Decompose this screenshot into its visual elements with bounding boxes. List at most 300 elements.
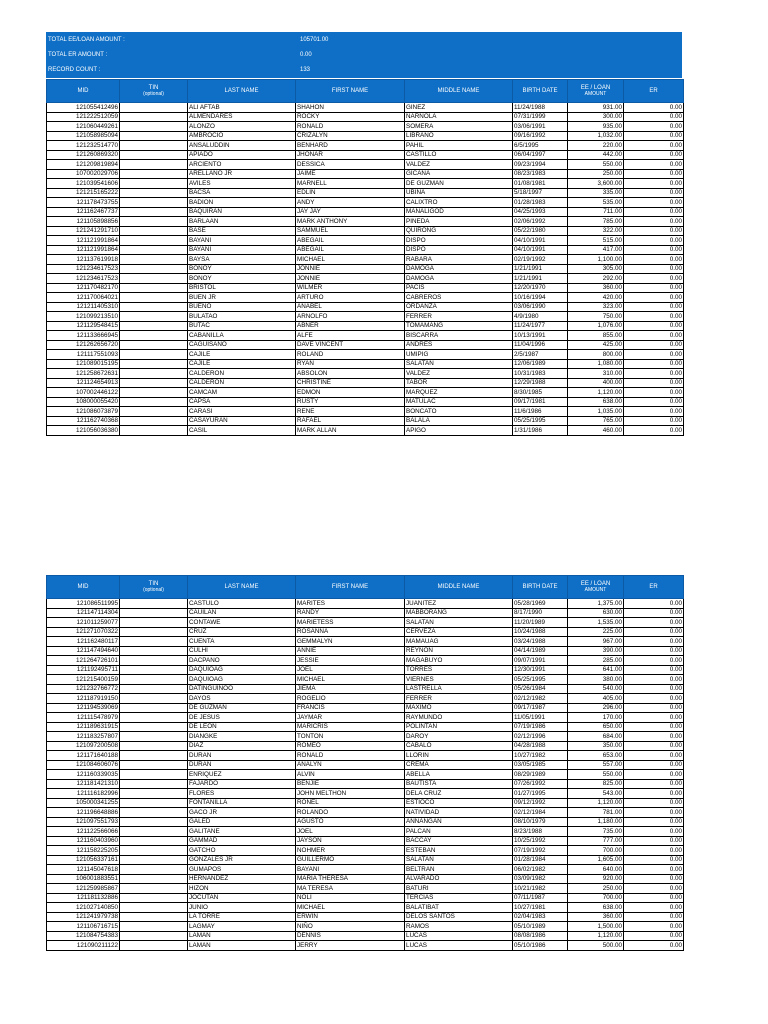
mid-cell: 121160403960 <box>47 836 120 846</box>
middle-name-cell: SALATAN <box>405 359 513 369</box>
tin-cell <box>120 884 188 894</box>
tin-cell <box>120 236 188 246</box>
middle-name-cell: DE GUZMAN <box>405 179 513 189</box>
birth-date-cell: 1/31/1986 <box>513 426 568 436</box>
birth-date-cell: 01/27/1995 <box>513 789 568 799</box>
ee-loan-cell: 1,180.00 <box>568 817 624 827</box>
middle-name-cell: UMIPIG <box>405 350 513 360</box>
tin-cell <box>120 903 188 913</box>
birth-date-cell: 10/27/1982 <box>513 751 568 761</box>
birth-date-cell: 08/23/1983 <box>513 169 568 179</box>
birth-date-cell: 05/28/1969 <box>513 599 568 609</box>
tin-cell <box>120 912 188 922</box>
er-cell: 0.00 <box>624 131 684 141</box>
mid-cell: 121105898856 <box>47 217 120 227</box>
last-name-cell: DURAN <box>188 760 296 770</box>
middle-name-cell: VALDEZ <box>405 369 513 379</box>
last-name-cell: ARELLANO JR <box>188 169 296 179</box>
table-row <box>47 798 684 808</box>
last-name-cell: JOCUTAN <box>188 893 296 903</box>
tin-cell <box>120 618 188 628</box>
ee-loan-cell: 1,076.00 <box>568 321 624 331</box>
middle-name-cell: BISCARRA <box>405 331 513 341</box>
middle-name-cell: PAHIL <box>405 141 513 151</box>
er-cell: 0.00 <box>624 312 684 322</box>
last-name-cell: CULHI <box>188 646 296 656</box>
table-row <box>47 103 684 113</box>
mid-cell: 121171640188 <box>47 751 120 761</box>
table-row <box>47 618 684 628</box>
birth-date-cell: 05/10/1986 <box>513 941 568 951</box>
last-name-cell: BASE <box>188 226 296 236</box>
table-row <box>47 236 684 246</box>
table-row <box>47 407 684 417</box>
birth-date-cell: 03/24/1988 <box>513 637 568 647</box>
table-row <box>47 416 684 426</box>
middle-name-cell: VIERNES <box>405 675 513 685</box>
table-row <box>47 903 684 913</box>
total-er-row <box>46 49 682 61</box>
birth-date-cell: 10/16/1994 <box>513 293 568 303</box>
ee-loan-cell: 225.00 <box>568 627 624 637</box>
ee-loan-cell: 920.00 <box>568 874 624 884</box>
ee-loan-cell: 653.00 <box>568 751 624 761</box>
mid-cell: 121117551093 <box>47 350 120 360</box>
header-last-name: LAST NAME <box>188 576 296 599</box>
er-cell: 0.00 <box>624 808 684 818</box>
tin-cell <box>120 865 188 875</box>
birth-date-cell: 11/6/1986 <box>513 407 568 417</box>
table-row <box>47 378 684 388</box>
ee-loan-cell: 711.00 <box>568 207 624 217</box>
first-name-cell: JOEL <box>296 827 405 837</box>
er-cell: 0.00 <box>624 122 684 132</box>
er-cell: 0.00 <box>624 103 684 113</box>
middle-name-cell: NARNOLA <box>405 112 513 122</box>
er-cell: 0.00 <box>624 369 684 379</box>
tin-cell <box>120 407 188 417</box>
middle-name-cell: ANDRES <box>405 340 513 350</box>
mid-cell: 121039541606 <box>47 179 120 189</box>
er-cell: 0.00 <box>624 941 684 951</box>
last-name-cell: GALITANE <box>188 827 296 837</box>
last-name-cell: GALED <box>188 817 296 827</box>
tin-cell <box>120 369 188 379</box>
first-name-cell: ANABEL <box>296 302 405 312</box>
er-cell: 0.00 <box>624 416 684 426</box>
tin-cell <box>120 312 188 322</box>
ee-loan-cell: 557.00 <box>568 760 624 770</box>
birth-date-cell: 2/5/1987 <box>513 350 568 360</box>
birth-date-cell: 07/19/1986 <box>513 722 568 732</box>
middle-name-cell: TERCIAS <box>405 893 513 903</box>
first-name-cell: DESSICA <box>296 160 405 170</box>
mid-cell: 121115478979 <box>47 713 120 723</box>
total-ee-label: TOTAL EE/LOAN AMOUNT : <box>48 37 125 43</box>
header-first-name: FIRST NAME <box>296 80 405 103</box>
birth-date-cell: 02/12/1982 <box>513 694 568 704</box>
tin-cell <box>120 150 188 160</box>
table-row <box>47 397 684 407</box>
middle-name-cell: DAMOGA <box>405 274 513 284</box>
table-row <box>47 198 684 208</box>
birth-date-cell: 03/09/1982 <box>513 874 568 884</box>
table-row <box>47 131 684 141</box>
tin-cell <box>120 599 188 609</box>
ee-loan-cell: 638.00 <box>568 903 624 913</box>
birth-date-cell: 1/21/1991 <box>513 264 568 274</box>
table-row <box>47 675 684 685</box>
middle-name-cell: CERVEZA <box>405 627 513 637</box>
table-row <box>47 646 684 656</box>
mid-cell: 121106716715 <box>47 922 120 932</box>
tin-cell <box>120 836 188 846</box>
total-er-value: 0.00 <box>300 52 312 58</box>
tin-cell <box>120 893 188 903</box>
ee-loan-cell: 535.00 <box>568 198 624 208</box>
birth-date-cell: 11/24/1977 <box>513 321 568 331</box>
table-row <box>47 160 684 170</box>
tin-cell <box>120 751 188 761</box>
mid-cell: 121162480117 <box>47 637 120 647</box>
tin-cell <box>120 694 188 704</box>
er-cell: 0.00 <box>624 599 684 609</box>
mid-cell: 121137619918 <box>47 255 120 265</box>
birth-date-cell: 09/07/1991 <box>513 656 568 666</box>
first-name-cell: TONTON <box>296 732 405 742</box>
first-name-cell: SHAHON <box>296 103 405 113</box>
last-name-cell: BONOY <box>188 274 296 284</box>
total-er-label: TOTAL ER AMOUNT : <box>48 52 108 58</box>
ee-loan-cell: 641.00 <box>568 665 624 675</box>
first-name-cell: ROLAND <box>296 350 405 360</box>
middle-name-cell: DISPO <box>405 245 513 255</box>
table-row <box>47 741 684 751</box>
table-row <box>47 922 684 932</box>
last-name-cell: DE GUZMAN <box>188 703 296 713</box>
mid-cell: 121011259077 <box>47 618 120 628</box>
header-tin-sub: (optional) <box>143 91 164 97</box>
mid-cell: 121129548415 <box>47 321 120 331</box>
first-name-cell: DENNIS <box>296 931 405 941</box>
mid-cell: 121170482170 <box>47 283 120 293</box>
er-cell: 0.00 <box>624 407 684 417</box>
mid-cell: 121241979738 <box>47 912 120 922</box>
mid-cell: 121264726101 <box>47 656 120 666</box>
first-name-cell: RYAN <box>296 359 405 369</box>
tin-cell <box>120 331 188 341</box>
table-row <box>47 283 684 293</box>
tin-cell <box>120 941 188 951</box>
birth-date-cell: 04/10/1991 <box>513 236 568 246</box>
er-cell: 0.00 <box>624 302 684 312</box>
table-row <box>47 207 684 217</box>
ee-loan-cell: 1,120.00 <box>568 798 624 808</box>
tin-cell <box>120 817 188 827</box>
tin-cell <box>120 141 188 151</box>
ee-loan-cell: 1,100.00 <box>568 255 624 265</box>
er-cell: 0.00 <box>624 350 684 360</box>
mid-cell: 121162740368 <box>47 416 120 426</box>
birth-date-cell: 04/10/1991 <box>513 245 568 255</box>
last-name-cell: DAQUIOAG <box>188 675 296 685</box>
header-ee-loan <box>568 576 624 599</box>
er-cell: 0.00 <box>624 713 684 723</box>
er-cell: 0.00 <box>624 656 684 666</box>
birth-date-cell: 05/25/1995 <box>513 416 568 426</box>
middle-name-cell: ESTEBAN <box>405 846 513 856</box>
tin-cell <box>120 789 188 799</box>
table-row <box>47 637 684 647</box>
table-row <box>47 846 684 856</box>
middle-name-cell: LUCAS <box>405 931 513 941</box>
middle-name-cell: BACCAY <box>405 836 513 846</box>
mid-cell: 121232514770 <box>47 141 120 151</box>
mid-cell: 121262656720 <box>47 340 120 350</box>
tin-cell <box>120 627 188 637</box>
first-name-cell: MICHAEL <box>296 255 405 265</box>
birth-date-cell: 1/21/1991 <box>513 274 568 284</box>
er-cell: 0.00 <box>624 732 684 742</box>
first-name-cell: ROLANDO <box>296 808 405 818</box>
birth-date-cell: 11/24/1988 <box>513 103 568 113</box>
tin-cell <box>120 283 188 293</box>
first-name-cell: ANNIE <box>296 646 405 656</box>
ee-loan-cell: 777.00 <box>568 836 624 846</box>
last-name-cell: LAMAN <box>188 941 296 951</box>
first-name-cell: MARK ANTHONY <box>296 217 405 227</box>
er-cell: 0.00 <box>624 789 684 799</box>
er-cell: 0.00 <box>624 388 684 398</box>
first-name-cell: RANDY <box>296 608 405 618</box>
ee-loan-cell: 684.00 <box>568 732 624 742</box>
last-name-cell: LA TORRE <box>188 912 296 922</box>
er-cell: 0.00 <box>624 331 684 341</box>
last-name-cell: CAJILE <box>188 350 296 360</box>
tin-cell <box>120 874 188 884</box>
first-name-cell: ABEGAIL <box>296 245 405 255</box>
birth-date-cell: 09/12/1992 <box>513 798 568 808</box>
er-cell: 0.00 <box>624 426 684 436</box>
last-name-cell: ALONZO <box>188 122 296 132</box>
er-cell: 0.00 <box>624 827 684 837</box>
birth-date-cell: 01/28/1984 <box>513 855 568 865</box>
header-middle-name: MIDDLE NAME <box>405 576 513 599</box>
ee-loan-cell: 650.00 <box>568 722 624 732</box>
table-row <box>47 369 684 379</box>
mid-cell: 121086073879 <box>47 407 120 417</box>
last-name-cell: CALDERON <box>188 369 296 379</box>
middle-name-cell: TORRES <box>405 665 513 675</box>
total-ee-value: 105701.00 <box>300 37 329 43</box>
table-row <box>47 302 684 312</box>
table-row <box>47 312 684 322</box>
ee-loan-cell: 515.00 <box>568 236 624 246</box>
header-birth-date: BIRTH DATE <box>513 576 568 599</box>
table-row <box>47 722 684 732</box>
birth-date-cell: 12/06/1989 <box>513 359 568 369</box>
middle-name-cell: QUIRONG <box>405 226 513 236</box>
record-count-row <box>46 64 682 76</box>
mid-cell: 121271070322 <box>47 627 120 637</box>
birth-date-cell: 07/31/1999 <box>513 112 568 122</box>
ee-loan-cell: 360.00 <box>568 912 624 922</box>
middle-name-cell: SOMERA <box>405 122 513 132</box>
first-name-cell: RONALD <box>296 122 405 132</box>
tin-cell <box>120 122 188 132</box>
tin-cell <box>120 684 188 694</box>
tin-cell <box>120 378 188 388</box>
middle-name-cell: CABALO <box>405 741 513 751</box>
birth-date-cell: 04/14/1989 <box>513 646 568 656</box>
tin-cell <box>120 741 188 751</box>
tin-cell <box>120 350 188 360</box>
birth-date-cell: 07/19/1992 <box>513 846 568 856</box>
mid-cell: 121192495711 <box>47 665 120 675</box>
mid-cell: 121145047618 <box>47 865 120 875</box>
last-name-cell: ANSALUDDIN <box>188 141 296 151</box>
er-cell: 0.00 <box>624 112 684 122</box>
first-name-cell: WILMER <box>296 283 405 293</box>
er-cell: 0.00 <box>624 893 684 903</box>
last-name-cell: DURAN <box>188 751 296 761</box>
er-cell: 0.00 <box>624 922 684 932</box>
mid-cell: 121027140850 <box>47 903 120 913</box>
first-name-cell: MARITES <box>296 599 405 609</box>
header-er: ER <box>624 80 684 103</box>
birth-date-cell: 8/30/1985 <box>513 388 568 398</box>
middle-name-cell: MATULAC <box>405 397 513 407</box>
middle-name-cell: BALATIBAT <box>405 903 513 913</box>
table-row <box>47 350 684 360</box>
mid-cell: 121158225205 <box>47 846 120 856</box>
middle-name-cell: RAYMUNDO <box>405 713 513 723</box>
first-name-cell: ERWIN <box>296 912 405 922</box>
middle-name-cell: MANALIGOD <box>405 207 513 217</box>
first-name-cell: ANDY <box>296 198 405 208</box>
first-name-cell: ABNER <box>296 321 405 331</box>
tin-cell <box>120 808 188 818</box>
tin-cell <box>120 103 188 113</box>
first-name-cell: CRIZALYN <box>296 131 405 141</box>
header-tin-label: TIN <box>148 580 159 587</box>
last-name-cell: DE LEON <box>188 722 296 732</box>
table-row <box>47 426 684 436</box>
last-name-cell: BUTAC <box>188 321 296 331</box>
first-name-cell: ARNOLFO <box>296 312 405 322</box>
mid-cell: 121099213510 <box>47 312 120 322</box>
er-cell: 0.00 <box>624 846 684 856</box>
total-ee-row <box>46 34 682 46</box>
mid-cell: 121097551793 <box>47 817 120 827</box>
first-name-cell: MA TERESA <box>296 884 405 894</box>
table-row <box>47 760 684 770</box>
tin-cell <box>120 798 188 808</box>
last-name-cell: BAYANI <box>188 245 296 255</box>
er-cell: 0.00 <box>624 760 684 770</box>
last-name-cell: GONZALES JR <box>188 855 296 865</box>
er-cell: 0.00 <box>624 931 684 941</box>
first-name-cell: JHONAR <box>296 150 405 160</box>
ee-loan-cell: 420.00 <box>568 293 624 303</box>
middle-name-cell: APIGO <box>405 426 513 436</box>
last-name-cell: GACO JR <box>188 808 296 818</box>
middle-name-cell: DAROY <box>405 732 513 742</box>
last-name-cell: HERNANDEZ <box>188 874 296 884</box>
ee-loan-cell: 300.00 <box>568 112 624 122</box>
middle-name-cell: BALALA <box>405 416 513 426</box>
last-name-cell: FONTANILLA <box>188 798 296 808</box>
table-row <box>47 874 684 884</box>
birth-date-cell: 05/22/1980 <box>513 226 568 236</box>
birth-date-cell: 4/9/1980 <box>513 312 568 322</box>
table-row <box>47 226 684 236</box>
middle-name-cell: ANNANGAN <box>405 817 513 827</box>
tin-cell <box>120 703 188 713</box>
ee-loan-cell: 700.00 <box>568 893 624 903</box>
mid-cell: 121124654913 <box>47 378 120 388</box>
mid-cell: 121215165222 <box>47 188 120 198</box>
birth-date-cell: 05/26/1984 <box>513 684 568 694</box>
first-name-cell: MARNELL <box>296 179 405 189</box>
tin-cell <box>120 217 188 227</box>
table-header-row <box>47 576 684 599</box>
middle-name-cell: MAGABUYO <box>405 656 513 666</box>
ee-loan-cell: 405.00 <box>568 694 624 704</box>
last-name-cell: DIANGKE <box>188 732 296 742</box>
table-header-row <box>47 80 684 103</box>
mid-cell: 121258672631 <box>47 369 120 379</box>
middle-name-cell: JUANITEZ <box>405 599 513 609</box>
ee-loan-cell: 322.00 <box>568 226 624 236</box>
middle-name-cell: LIBRANO <box>405 131 513 141</box>
ee-loan-cell: 3,600.00 <box>568 179 624 189</box>
er-cell: 0.00 <box>624 179 684 189</box>
table-row <box>47 627 684 637</box>
birth-date-cell: 08/08/1986 <box>513 931 568 941</box>
first-name-cell: JONNIE <box>296 274 405 284</box>
table-row <box>47 112 684 122</box>
table-row <box>47 713 684 723</box>
last-name-cell: DACPANO <box>188 656 296 666</box>
er-cell: 0.00 <box>624 874 684 884</box>
birth-date-cell: 05/25/1995 <box>513 675 568 685</box>
last-name-cell: BARLAAN <box>188 217 296 227</box>
middle-name-cell: BELTRAN <box>405 865 513 875</box>
mid-cell: 107002029706 <box>47 169 120 179</box>
header-tin-sub: (optional) <box>143 587 164 593</box>
er-cell: 0.00 <box>624 264 684 274</box>
middle-name-cell: CALIXTRO <box>405 198 513 208</box>
table-row <box>47 789 684 799</box>
mid-cell: 121147494640 <box>47 646 120 656</box>
last-name-cell: ENRIQUEZ <box>188 770 296 780</box>
header-tin-label: TIN <box>148 84 159 91</box>
ee-loan-cell: 735.00 <box>568 827 624 837</box>
header-middle-name: MIDDLE NAME <box>405 80 513 103</box>
birth-date-cell: 10/27/1981 <box>513 903 568 913</box>
birth-date-cell: 11/04/1996 <box>513 340 568 350</box>
ee-loan-cell: 550.00 <box>568 770 624 780</box>
record-count-label: RECORD COUNT : <box>48 67 101 73</box>
birth-date-cell: 03/05/1985 <box>513 760 568 770</box>
birth-date-cell: 10/13/1991 <box>513 331 568 341</box>
middle-name-cell: LASTRELLA <box>405 684 513 694</box>
tin-cell <box>120 713 188 723</box>
first-name-cell: JERRY <box>296 941 405 951</box>
birth-date-cell: 06/02/1982 <box>513 865 568 875</box>
birth-date-cell: 10/25/1992 <box>513 836 568 846</box>
